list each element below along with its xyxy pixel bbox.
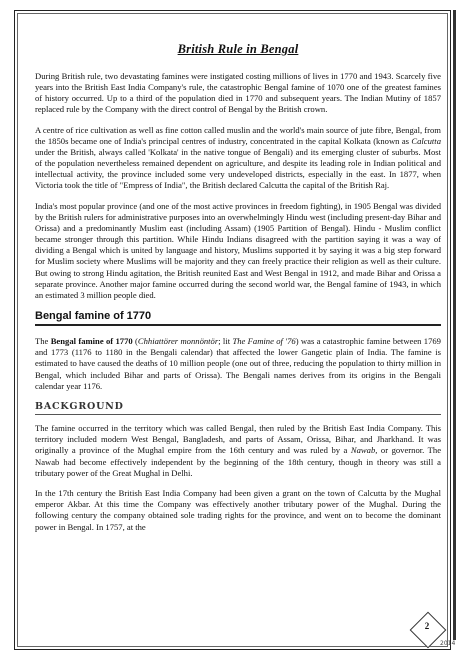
background-heading: BACKGROUND [35,401,124,413]
section-divider [35,324,441,326]
intro-paren: ( [132,336,138,347]
paragraph-industry [35,125,441,192]
background-text-b: , or governor. The Nawab had become effectively independent by the beginning of the 18th century, though in theory was still a tributary power of the Great Mughal in Delhi. [35,445,442,478]
paragraph-industry-text: A centre of rice cultivation as well as fine cotton called muslin and the world's main source of jute fibre, Bengal, from the 1850s became one of India's principal centres of industry, concentrated in the capital Kolkata (known as Calcutta under the British, always called 'Kolkata' in the native tongue of Bengali) and its emerging cluster of suburbs. Most of the population nevertheless remained dependent on agriculture, and despite its leading role in Indian political and intellectual activity, the province included some very undeveloped districts, especially in the east. In 1877, when Victoria took the title of "Empress of India", the British declared Calcutta the capital of the British Raj. [35,124,441,191]
section-heading: Bengal famine of 1770 [35,310,152,323]
paragraph-famine-intro [35,336,441,391]
calcutta-italic: Calcutta [411,135,441,146]
paragraph-background-1 [35,423,441,478]
page-number: 2 [424,621,430,631]
background-nawab: Nawab [350,445,376,456]
intro-text-3: ) was a catastrophic famine between 1769 and 1773 (1176 to 1180 in the Bengali calendar) that affected the lower Gangetic plain of India. The famine is estimated to have caused the deaths of 10 million people (one out of three, reducing the population to thirty million in Bengal, which included Bihar and parts of Orissa). The Bengali names derives from its origins in the Bengali calendar year 1176. [35,336,441,391]
paragraph-famines: During British rule, two devastating famines were instigated costing millions of lives in 1770 and 1943. Scarcely five years into the British East India Company's rule, the catastrophic Bengal famine of 1070 one of the greatest famines of history occurred. Up to a third of the population died in 1770 and subsequent years. The Indian Mutiny of 1857 replaced rule by the Company with the direct control of Bengal by the British crown. [35,71,441,115]
intro-bold-term: Bengal famine of 1770 [50,336,133,347]
paragraph-background-2: In the 17th century the British East India Company had been given a grant on the town of Calcutta by the Mughal emperor Akbar. At this time the Company was effectively another tributary power of the Mughal. During the following century the company obtained sole trading rights for the province, and went on to become the dominant power in Bengal. In 1757, at the [35,488,441,532]
intro-literal-name: The Famine of '76 [232,336,296,347]
background-divider [35,414,441,415]
intro-text-2: ; lit [218,336,233,347]
page-title: British Rule in Bengal [177,42,299,56]
intro-text: The [35,336,51,347]
background-text-a: The famine occurred in the territory which was called Bengal, then ruled by the British East India Company. This territory included modern West Bengal, Bangladesh, and parts of Assam, Orissa, Bihar, and Jharkhand. It was originally a province of the Mughal empire from the 16th century and was ruled by a [35,423,441,456]
paragraph-partition: India's most popular province (and one of the most active provinces in freedom fighting), in 1905 Bengal was divided by the British rulers for administrative purposes into an overwhelmingly Hindu west (including present-day Bihar and Orissa) and a predominantly Muslim east (including Assam) (1905 Partition of Bengal). Hindu - Muslim conflict became stronger through this partition. While Hindu Indians disagreed with the partition saying it was a way of dividing a Bengal which is united by language and history, Muslims supported it by saying it was a big step forward for Muslim society where Muslims will be majority and they can freely practice their religion as well as their culture. But owing to strong Hindu agitation, the British reunited East and West Bengal in 1912, and made Bihar and Orissa a separate province. Another major famine occurred during the second world war, the Bengal famine of 1943, in which an estimated 3 million people died. [35,200,441,300]
intro-bengali-name: Chhiattörer monnöntör [137,336,219,347]
page-content [35,42,441,542]
page-border-shadow [453,10,456,640]
corner-mark: 2014 [440,640,456,647]
